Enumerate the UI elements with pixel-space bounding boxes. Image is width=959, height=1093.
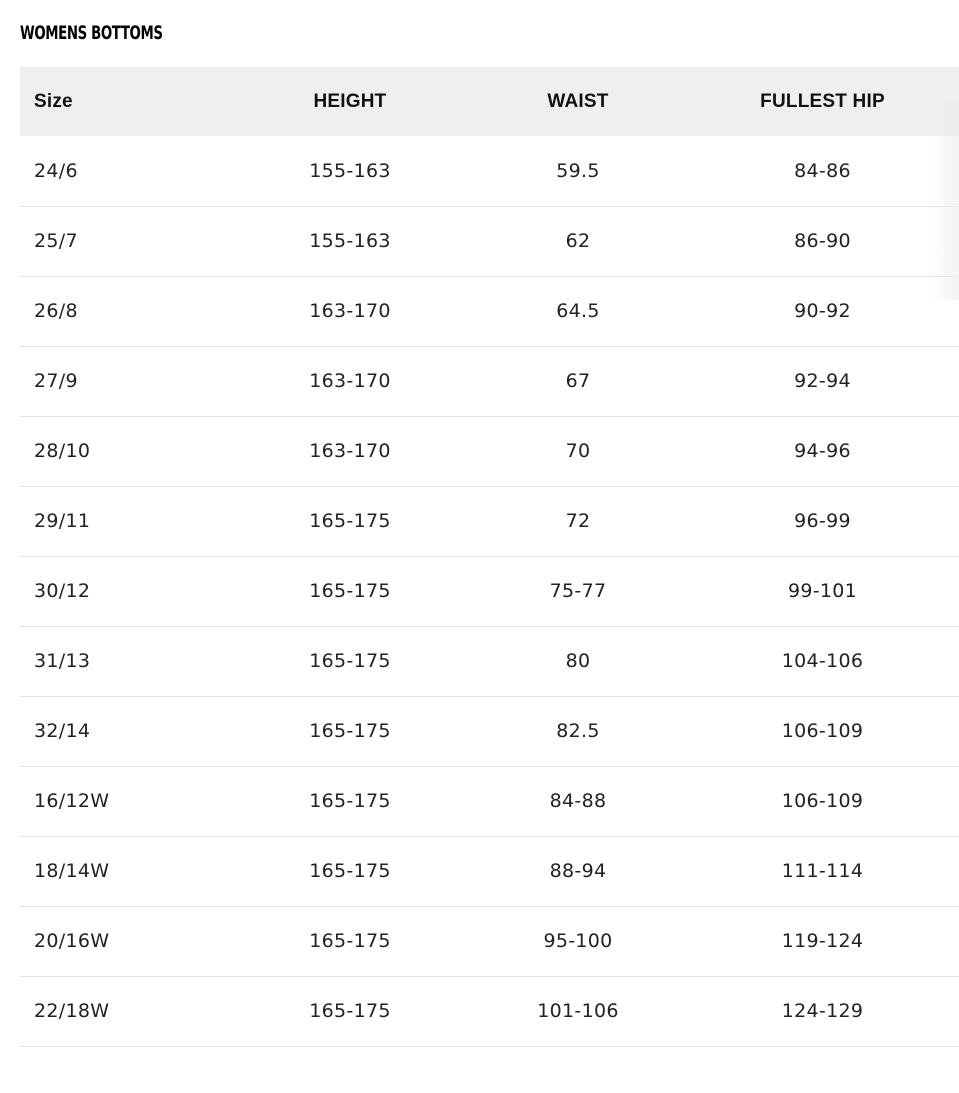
cell-height: 165-175: [309, 720, 391, 742]
table-row: [20, 906, 959, 976]
cell-size: 24/6: [34, 159, 78, 182]
cell-fullest-hip: 90-92: [794, 300, 851, 322]
cell-height: 165-175: [309, 930, 391, 952]
cell-fullest-hip: 92-94: [794, 370, 851, 392]
cell-waist: 72: [565, 510, 591, 532]
cell-waist: 62: [565, 230, 591, 252]
cell-fullest-hip: 104-106: [781, 650, 864, 672]
column-header-waist: WAIST: [547, 90, 609, 112]
cell-size: 29/11: [34, 510, 91, 532]
cell-waist: 101-106: [537, 1000, 619, 1022]
column-header-height: HEIGHT: [313, 90, 387, 112]
table-row: [20, 556, 959, 626]
table-row: [20, 346, 959, 416]
cell-fullest-hip: 124-129: [781, 1000, 864, 1022]
cell-waist: 82.5: [556, 720, 600, 742]
column-header-size: Size: [34, 90, 73, 112]
cell-height: 165-175: [309, 790, 391, 812]
cell-size: 25/7: [34, 230, 78, 252]
cell-height: 163-170: [309, 440, 391, 462]
column-header-fullest-hip: FULLEST HIP: [760, 90, 885, 112]
cell-size: 26/8: [34, 300, 78, 322]
cell-height: 163-170: [309, 370, 391, 392]
cell-size: 20/16W: [34, 930, 110, 952]
cell-height: 165-175: [309, 510, 391, 532]
cell-fullest-hip: 106-109: [781, 790, 864, 812]
table-row: [20, 626, 959, 696]
cell-height: 165-175: [309, 650, 391, 672]
table-row: [20, 416, 959, 486]
table-row: [20, 696, 959, 766]
cell-fullest-hip: 96-99: [794, 510, 851, 532]
cell-waist: 88-94: [549, 860, 607, 882]
cell-size: 18/14W: [34, 860, 110, 882]
cell-waist: 59.5: [556, 159, 600, 182]
cell-size: 16/12W: [34, 790, 110, 812]
table-header-row: [20, 67, 959, 136]
cell-fullest-hip: 119-124: [781, 930, 864, 952]
cell-height: 165-175: [309, 1000, 391, 1022]
cell-waist: 75-77: [549, 580, 607, 602]
cell-size: 32/14: [34, 720, 91, 742]
cell-waist: 95-100: [543, 930, 613, 952]
cell-height: 165-175: [309, 580, 391, 602]
table-row: [20, 206, 959, 276]
cell-waist: 67: [565, 370, 591, 392]
cell-size: 30/12: [34, 580, 91, 602]
cell-size: 22/18W: [34, 1000, 110, 1022]
size-chart-table: [20, 67, 959, 1047]
cell-waist: 64.5: [556, 300, 600, 322]
cell-height: 165-175: [309, 860, 391, 882]
cell-fullest-hip: 111-114: [781, 860, 864, 882]
cell-size: 31/13: [34, 650, 91, 672]
table-body: [20, 136, 959, 1046]
page-title: WOMENS BOTTOMS: [20, 22, 163, 44]
cell-height: 155-163: [309, 159, 391, 182]
table-row: [20, 276, 959, 346]
cell-height: 155-163: [309, 230, 391, 252]
table-row: [20, 976, 959, 1046]
cell-fullest-hip: 106-109: [781, 720, 864, 742]
cell-waist: 84-88: [549, 790, 607, 812]
cell-fullest-hip: 86-90: [794, 230, 851, 252]
cell-height: 163-170: [309, 300, 391, 322]
cell-fullest-hip: 94-96: [794, 440, 851, 462]
table-row: [20, 136, 959, 206]
cell-waist: 80: [565, 650, 591, 672]
table-row: [20, 836, 959, 906]
cell-waist: 70: [565, 440, 591, 462]
cell-fullest-hip: 84-86: [794, 159, 851, 182]
table-header: [20, 67, 959, 136]
table-row: [20, 766, 959, 836]
cell-size: 27/9: [34, 370, 78, 392]
cell-fullest-hip: 99-101: [787, 580, 858, 602]
cell-size: 28/10: [34, 440, 91, 462]
table-row: [20, 486, 959, 556]
